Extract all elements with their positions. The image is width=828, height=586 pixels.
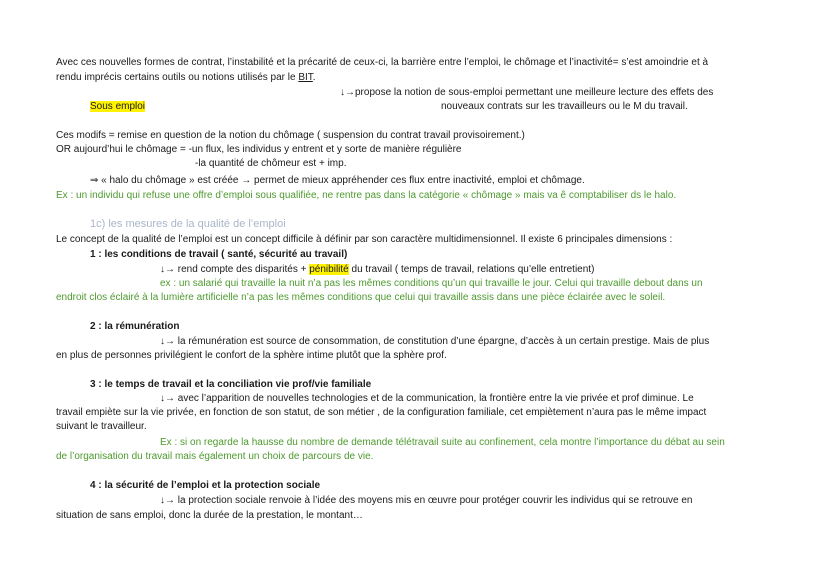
paragraph-line: en plus de personnes privilégient le confort de la sphère intime plutôt que la sphère prof. — [56, 350, 447, 361]
text-run: . — [312, 72, 316, 83]
arrow-note-continuation: nouveaux contrats sur les travailleurs ou le M du travail. — [441, 101, 688, 112]
paragraph-line: situation de sans emploi, donc la durée de la prestation, le montant… — [56, 510, 363, 521]
paragraph-line — [56, 71, 316, 84]
paragraph-line: Ces modifs = remise en question de la notion du chômage ( suspension du contrat travail provisoirement.) — [56, 130, 525, 141]
paragraph-line: -la quantité de chômeur est + imp. — [195, 158, 347, 169]
example-line: endroit clos éclairé à la lumière artificielle n’a pas les mêmes conditions que celui qui travaille assis dans une pièce éclairée avec le soleil. — [56, 292, 666, 303]
arrow-note: ↓→ la rémunération est source de consommation, de constitution d’une épargne, d’accès à un certain prestige. Mais de plus — [160, 336, 710, 347]
highlighted-term: Sous emploi — [90, 101, 146, 112]
arrow-note: ↓→ la protection sociale renvoie à l’idée des moyens mis en œuvre pour protéger couvrir les individus qui se retrouve en — [160, 495, 693, 506]
paragraph-line: travail empiète sur la vie privée, en fonction de son statut, de son métier , de la configuration familiale, cet empiètement n’aura pas le même impact — [56, 407, 707, 418]
text-run: du travail ( temps de travail, relations qu’elle entretient) — [348, 264, 595, 275]
arrow-note: ↓→ avec l’apparition de nouvelles technologies et de la communication, la frontière entre la vie privée et prof diminue. Le — [160, 393, 694, 404]
dimension-title: 1 : les conditions de travail ( santé, sécurité au travail) — [90, 249, 348, 260]
example-line: de l’organisation du travail mais également un choix de parcours de vie. — [56, 451, 374, 462]
section-intro: Le concept de la qualité de l’emploi est un concept difficile à définir par son caractère multidimensionnel. Il existe 6 principales dimensions : — [56, 234, 673, 245]
bit-abbreviation: BIT — [298, 72, 313, 83]
arrow-note — [160, 263, 594, 276]
text-run: rendu imprécis certains outils ou notions utilisés par le — [56, 72, 299, 83]
paragraph-line: OR aujourd’hui le chômage = -un flux, les individus y entrent et y sorte de manière régulière — [56, 144, 462, 155]
paragraph-line: suivant le travailleur. — [56, 421, 147, 432]
dimension-title: 4 : la sécurité de l’emploi et la protection sociale — [90, 480, 321, 491]
dimension-title: 2 : la rémunération — [90, 321, 180, 332]
section-heading: 1c) les mesures de la qualité de l’emploi — [90, 218, 286, 230]
paragraph-line: Avec ces nouvelles formes de contrat, l’instabilité et la précarité de ceux-ci, la barrière entre l’emploi, le chômage et l’inactivité= s’est amoindrie et à — [56, 57, 709, 68]
text-run: ↓→ rend compte des disparités + — [160, 264, 310, 275]
example-line: Ex : si on regarde la hausse du nombre de demande télétravail suite au confinement, cela montre l’importance du débat au sein — [160, 437, 725, 448]
dimension-title: 3 : le temps de travail et la conciliation vie prof/vie familiale — [90, 379, 372, 390]
paragraph-line: ⇒ « halo du chômage » est créée → permet de mieux appréhender ces flux entre inactivité, emploi et chômage. — [90, 175, 585, 186]
example-line: ex : un salarié qui travaille la nuit n’a pas les mêmes conditions qu’un qui travaille le jour. Celui qui travaille debout dans un — [160, 278, 703, 289]
highlighted-term: pénibilité — [309, 264, 349, 275]
sous-emploi-label — [90, 100, 145, 113]
example-line: Ex : un individu qui refuse une offre d’emploi sous qualifiée, ne rentre pas dans la catégorie « chômage » mais va ê comptabiliser ds le halo. — [56, 190, 677, 201]
arrow-note: ↓→propose la notion de sous-emploi permettant une meilleure lecture des effets des — [340, 87, 714, 98]
